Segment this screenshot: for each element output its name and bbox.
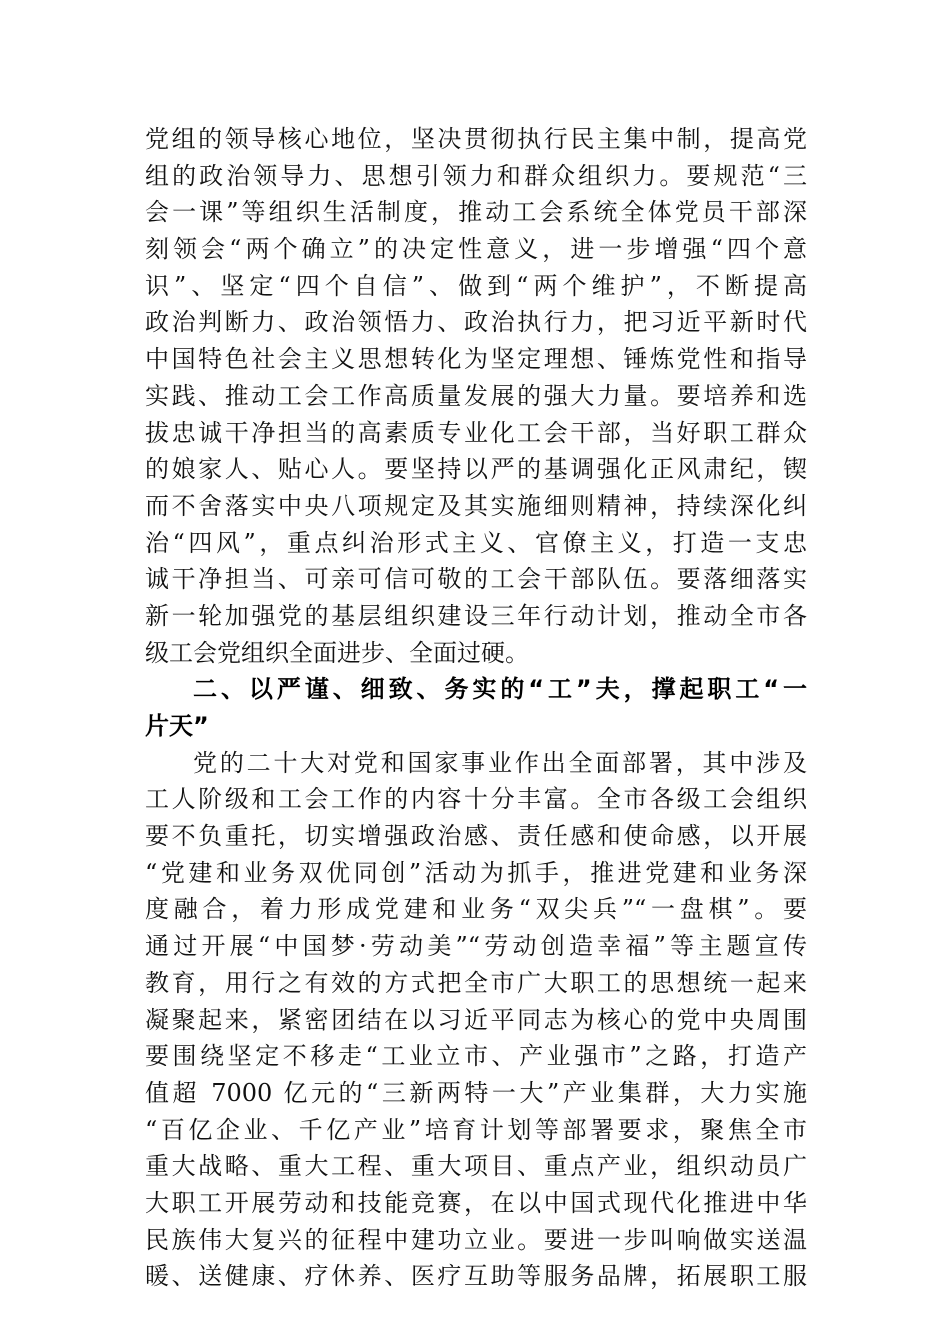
text-line: 中国特色社会主义思想转化为坚定理想、锤炼党性和指导	[145, 345, 807, 374]
paragraph-2	[145, 745, 807, 1295]
text-line: 民族伟大复兴的征程中建功立业。要进一步叫响做实送温	[145, 1225, 807, 1254]
heading-line: 片天”	[145, 712, 209, 740]
text-line: 凝聚起来，紧密团结在以习近平同志为核心的党中央周围	[145, 1005, 807, 1034]
text-line: 会一课”等组织生活制度，推动工会系统全体党员干部深	[145, 198, 807, 227]
section-heading-2	[145, 671, 807, 744]
text-line: 组的政治领导力、思想引领力和群众组织力。要规范“三	[145, 161, 807, 190]
heading-line: 二、以严谨、细致、务实的“工”夫，撑起职工“一	[193, 675, 807, 704]
text-line: 级工会党组织全面进步、全面过硬。	[145, 638, 529, 667]
text-line: 拔忠诚干净担当的高素质专业化工会干部，当好职工群众	[145, 418, 807, 447]
text-line: 党组的领导核心地位，坚决贯彻执行民主集中制，提高党	[145, 125, 807, 153]
document-body	[145, 121, 807, 1295]
text-line: 识”、坚定“四个自信”、做到“两个维护”，不断提高	[145, 271, 807, 300]
paragraph-1	[145, 121, 807, 671]
text-line: 工人阶级和工会工作的内容十分丰富。全市各级工会组织	[145, 785, 807, 814]
text-line: 度融合，着力形成党建和业务“双尖兵”“一盘棋”。要	[145, 895, 807, 924]
text-line: 值超 7000 亿元的“三新两特一大”产业集群，大力实施	[145, 1078, 807, 1107]
text-line: 新一轮加强党的基层组织建设三年行动计划，推动全市各	[145, 601, 807, 630]
text-line: “百亿企业、千亿产业”培育计划等部署要求，聚焦全市	[145, 1115, 807, 1144]
text-line: 暖、送健康、疗休养、医疗互助等服务品牌，拓展职工服	[145, 1262, 807, 1291]
text-line: 通过开展“中国梦·劳动美”“劳动创造幸福”等主题宣传	[145, 932, 807, 961]
text-line: 要不负重托，切实增强政治感、责任感和使命感，以开展	[145, 822, 807, 851]
text-line: 党的二十大对党和国家事业作出全面部署，其中涉及	[193, 748, 807, 777]
text-line: 诚干净担当、可亲可信可敬的工会干部队伍。要落细落实	[145, 565, 807, 594]
text-line: 政治判断力、政治领悟力、政治执行力，把习近平新时代	[145, 308, 807, 337]
text-line: 实践、推动工会工作高质量发展的强大力量。要培养和选	[145, 381, 807, 410]
text-line: “党建和业务双优同创”活动为抓手，推进党建和业务深	[145, 858, 807, 887]
text-line: 治“四风”，重点纠治形式主义、官僚主义，打造一支忠	[145, 528, 807, 557]
text-line: 的娘家人、贴心人。要坚持以严的基调强化正风肃纪，锲	[145, 455, 807, 484]
text-line: 重大战略、重大工程、重大项目、重点产业，组织动员广	[145, 1152, 807, 1181]
text-line: 而不舍落实中央八项规定及其实施细则精神，持续深化纠	[145, 491, 807, 520]
text-line: 教育，用行之有效的方式把全市广大职工的思想统一起来	[145, 968, 807, 997]
text-line: 要围绕坚定不移走“工业立市、产业强市”之路，打造产	[145, 1042, 807, 1071]
text-line: 大职工开展劳动和技能竞赛，在以中国式现代化推进中华	[145, 1188, 807, 1217]
text-line: 刻领会“两个确立”的决定性意义，进一步增强“四个意	[145, 235, 807, 264]
